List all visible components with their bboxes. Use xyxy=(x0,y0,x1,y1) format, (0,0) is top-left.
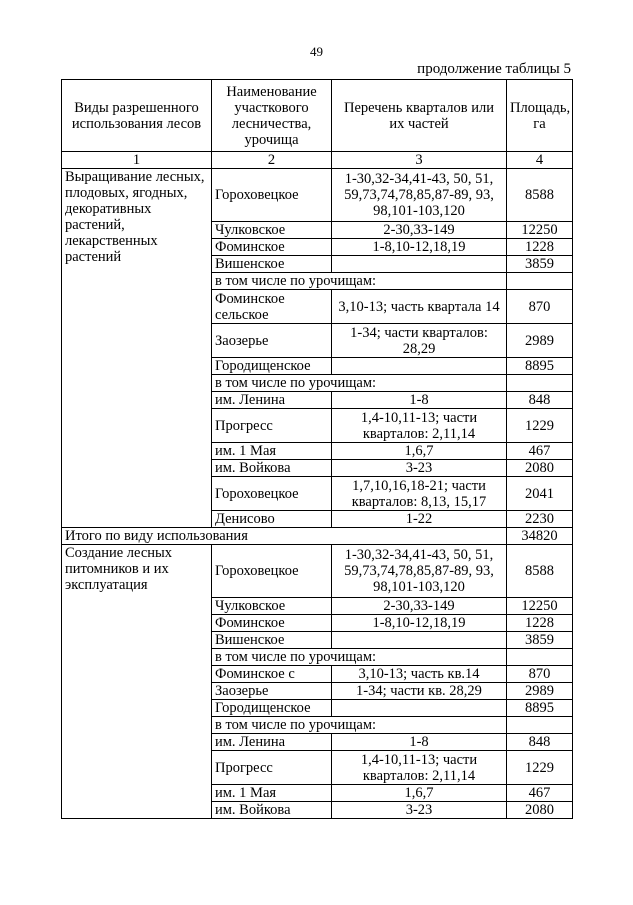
quarters-cell: 1-8 xyxy=(332,734,507,751)
forestry-name: Фоминское сельское xyxy=(212,290,332,324)
subheader-label: в том числе по урочищам: xyxy=(212,273,507,290)
subheader-label: в том числе по урочищам: xyxy=(212,717,507,734)
header-cell: Площадь, га xyxy=(507,80,573,152)
quarters-cell: 3,10-13; часть квартала 14 xyxy=(332,290,507,324)
quarters-cell: 1-8 xyxy=(332,392,507,409)
forestry-name: им. Ленина xyxy=(212,734,332,751)
quarters-cell xyxy=(332,256,507,273)
area-cell: 1228 xyxy=(507,239,573,256)
area-cell xyxy=(507,717,573,734)
quarters-cell: 1,6,7 xyxy=(332,785,507,802)
forestry-name: Прогресс xyxy=(212,409,332,443)
area-cell: 467 xyxy=(507,443,573,460)
area-cell: 8588 xyxy=(507,545,573,598)
area-cell: 2230 xyxy=(507,511,573,528)
area-cell: 1228 xyxy=(507,615,573,632)
quarters-cell: 1-34; части кварталов: 28,29 xyxy=(332,324,507,358)
area-cell: 2989 xyxy=(507,683,573,700)
use-category-nurseries: Создание лесных питомников и их эксплуатация xyxy=(62,545,212,819)
area-cell xyxy=(507,273,573,290)
quarters-cell: 1-30,32-34,41-43, 50, 51, 59,73,74,78,85,87-89, 93, 98,101-103,120 xyxy=(332,545,507,598)
forest-use-table xyxy=(61,79,573,819)
column-number: 2 xyxy=(212,152,332,169)
area-cell: 467 xyxy=(507,785,573,802)
forestry-name: Чулковское xyxy=(212,222,332,239)
forestry-name: им. 1 Мая xyxy=(212,785,332,802)
area-cell: 2080 xyxy=(507,460,573,477)
area-cell: 870 xyxy=(507,290,573,324)
subheader-label: в том числе по урочищам: xyxy=(212,649,507,666)
quarters-cell xyxy=(332,700,507,717)
area-cell: 2989 xyxy=(507,324,573,358)
column-number: 3 xyxy=(332,152,507,169)
forestry-name: им. 1 Мая xyxy=(212,443,332,460)
table-row xyxy=(62,545,573,598)
quarters-cell: 1-8,10-12,18,19 xyxy=(332,239,507,256)
quarters-cell: 1,6,7 xyxy=(332,443,507,460)
area-cell: 848 xyxy=(507,734,573,751)
use-category-cultivation: Выращивание лесных, плодовых, ягодных, декоративных растений, лекарственных растений xyxy=(62,169,212,528)
forestry-name: Гороховецкое xyxy=(212,545,332,598)
quarters-cell: 1,4-10,11-13; части кварталов: 2,11,14 xyxy=(332,409,507,443)
area-cell: 12250 xyxy=(507,222,573,239)
area-cell: 2041 xyxy=(507,477,573,511)
area-cell: 2080 xyxy=(507,802,573,819)
section-2-body xyxy=(62,545,573,819)
header-cell: Наименование участкового лесничества, урочища xyxy=(212,80,332,152)
quarters-cell xyxy=(332,632,507,649)
header-cell: Виды разрешенного использования лесов xyxy=(62,80,212,152)
table-caption: продолжение таблицы 5 xyxy=(417,61,571,77)
forestry-name: Заозерье xyxy=(212,683,332,700)
quarters-cell: 1-8,10-12,18,19 xyxy=(332,615,507,632)
quarters-cell: 3,10-13; часть кв.14 xyxy=(332,666,507,683)
quarters-cell: 1-22 xyxy=(332,511,507,528)
area-cell: 848 xyxy=(507,392,573,409)
area-cell xyxy=(507,375,573,392)
forestry-name: им. Войкова xyxy=(212,460,332,477)
quarters-cell: 2-30,33-149 xyxy=(332,598,507,615)
forestry-name: Вишенское xyxy=(212,632,332,649)
forestry-name: Гороховецкое xyxy=(212,169,332,222)
area-cell: 3859 xyxy=(507,256,573,273)
area-cell: 8895 xyxy=(507,358,573,375)
area-cell: 1229 xyxy=(507,409,573,443)
quarters-cell xyxy=(332,358,507,375)
forestry-name: Фоминское xyxy=(212,239,332,256)
total-area: 34820 xyxy=(507,528,573,545)
quarters-cell: 1,7,10,16,18-21; части кварталов: 8,13, 15,17 xyxy=(332,477,507,511)
forestry-name: Прогресс xyxy=(212,751,332,785)
quarters-cell: 1,4-10,11-13; части кварталов: 2,11,14 xyxy=(332,751,507,785)
page-number: 49 xyxy=(310,44,323,59)
area-cell: 1229 xyxy=(507,751,573,785)
forestry-name: Городищенское xyxy=(212,358,332,375)
table-row xyxy=(62,169,573,222)
quarters-cell: 1-34; части кв. 28,29 xyxy=(332,683,507,700)
forestry-name: им. Войкова xyxy=(212,802,332,819)
forestry-name: Вишенское xyxy=(212,256,332,273)
total-row xyxy=(62,528,573,545)
quarters-cell: 3-23 xyxy=(332,802,507,819)
forestry-name: Денисово xyxy=(212,511,332,528)
table-header-row xyxy=(62,80,573,152)
forestry-name: Городищенское xyxy=(212,700,332,717)
column-number: 1 xyxy=(62,152,212,169)
total-label: Итого по виду использования xyxy=(62,528,507,545)
forestry-name: Фоминское с xyxy=(212,666,332,683)
header-cell: Перечень кварталов или их частей xyxy=(332,80,507,152)
area-cell: 870 xyxy=(507,666,573,683)
forestry-name: Заозерье xyxy=(212,324,332,358)
forestry-name: Гороховецкое xyxy=(212,477,332,511)
forestry-name: им. Ленина xyxy=(212,392,332,409)
column-number: 4 xyxy=(507,152,573,169)
quarters-cell: 3-23 xyxy=(332,460,507,477)
section-1-body xyxy=(62,169,573,528)
quarters-cell: 2-30,33-149 xyxy=(332,222,507,239)
area-cell: 8895 xyxy=(507,700,573,717)
area-cell xyxy=(507,649,573,666)
forestry-name: Чулковское xyxy=(212,598,332,615)
column-number-row xyxy=(62,152,573,169)
subheader-label: в том числе по урочищам: xyxy=(212,375,507,392)
area-cell: 3859 xyxy=(507,632,573,649)
area-cell: 12250 xyxy=(507,598,573,615)
forestry-name: Фоминское xyxy=(212,615,332,632)
quarters-cell: 1-30,32-34,41-43, 50, 51, 59,73,74,78,85,87-89, 93, 98,101-103,120 xyxy=(332,169,507,222)
area-cell: 8588 xyxy=(507,169,573,222)
